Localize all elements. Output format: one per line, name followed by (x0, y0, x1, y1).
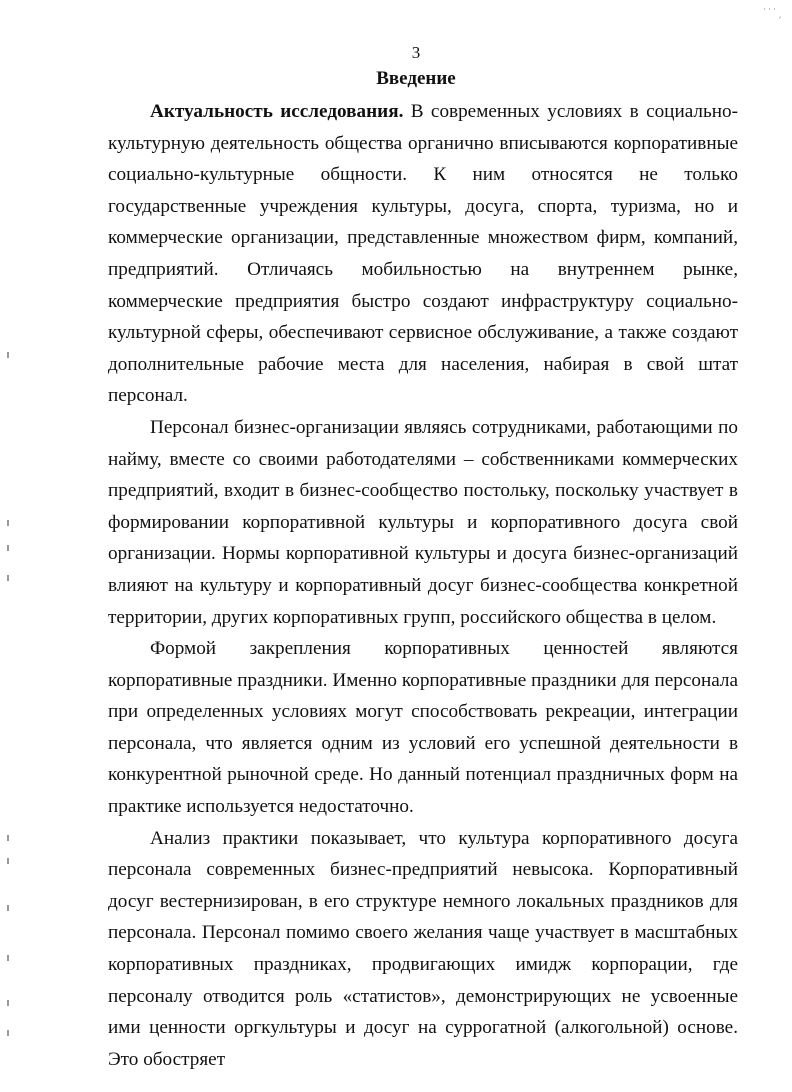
margin-mark (7, 520, 9, 526)
margin-mark (7, 1000, 9, 1006)
paragraph-text: В современных условиях в социально-культурную деятельность общества органично вписываются корпоративные социально-культурные общности. К ним относятся не только государственные учреждения культуры, досуга, спорта, туризма, но и коммерческие организации, представленные множеством фирм, компаний, предприятий. Отличаясь мобильностью на внутреннем рынке, коммерческие предприятия быстро создают инфраструктуру социально-культурной сферы, обеспечивают сервисное обслуживание, а также создают дополнительные рабочие места для населения, набирая в свой штат персонал. (108, 101, 738, 407)
page-number: 3 (411, 43, 421, 62)
margin-mark (7, 905, 9, 911)
paragraph-relevance (108, 96, 738, 412)
page-title: Введение (376, 68, 456, 89)
margin-mark (7, 835, 9, 841)
margin-mark (7, 575, 9, 581)
margin-mark (7, 858, 9, 864)
margin-mark (7, 1030, 9, 1036)
margin-mark (7, 545, 9, 551)
margin-mark (7, 955, 9, 961)
margin-mark (7, 352, 9, 358)
paragraph-lead: Актуальность исследования. (150, 101, 404, 122)
corner-scan-mark: ˙˙˙ˏ (762, 8, 782, 19)
paragraph-corporate-holidays: Формой закрепления корпоративных ценностей являются корпоративные праздники. Именно корпоративные праздники для персонала при определенных условиях могут способствовать рекреации, интеграции персонала, что является одним из условий его успешной деятельности в конкурентной рыночной среде. Но данный потенциал праздничных форм на практике используется недостаточно. (108, 638, 738, 818)
paragraph-personnel: Персонал бизнес-организации являясь сотрудниками, работающими по найму, вместе со своими работодателями – собственниками коммерческих предприятий, входит в бизнес-сообщество постольку, поскольку участвует в формировании корпоративной культуры и корпоративного досуга свой организации. Нормы корпоративной культуры и досуга бизнес-организаций влияют на культуру и корпоративный досуг бизнес-сообщества конкретной территории, других корпоративных групп, российского общества в целом. (108, 416, 738, 628)
document-body (108, 96, 738, 1075)
paragraph-practice-analysis: Анализ практики показывает, что культура корпоративного досуга персонала современных бизнес-предприятий невысока. Корпоративный досуг вестернизирован, в его структуре немного локальных праздников для персонала. Персонал помимо своего желания чаще участвует в масштабных корпоративных праздниках, продвигающих имидж корпорации, где персоналу отводится роль «статистов», демонстрирующих не усвоенные ими ценности оргкультуры и досуг на суррогатной (алкогольной) основе. Это обостряет (108, 827, 738, 1070)
